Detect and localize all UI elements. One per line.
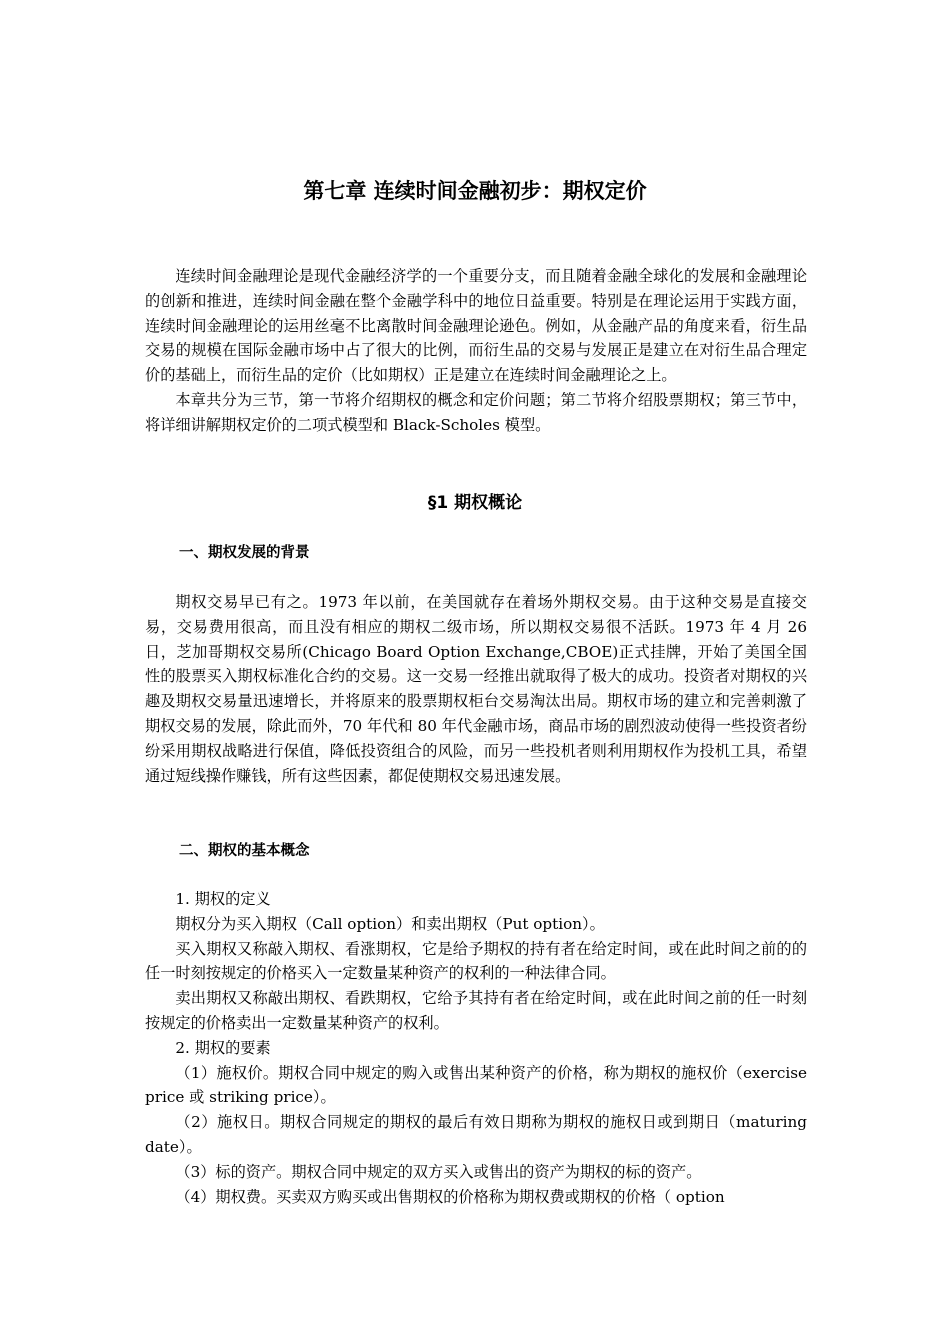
background-section: [145, 590, 807, 788]
section-title: §1 期权概论: [427, 493, 523, 513]
element-maturity-date: （2）施权日。期权合同规定的期权的最后有效日期称为期权的施权日或到期日（maturing date）。: [145, 1113, 807, 1156]
put-option-definition: 卖出期权又称敲出期权、看跌期权，它给予其持有者在给定时间，或在此时间之前的任一时刻按规定的价格卖出一定数量某种资产的权利。: [145, 989, 807, 1032]
intro-paragraph-2: 本章共分为三节，第一节将介绍期权的概念和定价问题；第二节将介绍股票期权；第三节中，将详细讲解期权定价的二项式模型和 Black-Scholes 模型。: [145, 390, 807, 434]
option-types-text: 期权分为买入期权（Call option）和卖出期权（Put option）。: [175, 914, 605, 933]
heading-basic-concepts: 二、期权的基本概念: [179, 843, 310, 859]
intro-section: [145, 264, 807, 438]
concepts-section: [145, 887, 807, 1209]
chapter-title: 第七章 连续时间金融初步：期权定价: [303, 179, 647, 203]
element-underlying-asset: （3）标的资产。期权合同中规定的双方买入或售出的资产为期权的标的资产。: [175, 1162, 702, 1181]
intro-paragraph-1: 连续时间金融理论是现代金融经济学的一个重要分支，而且随着金融全球化的发展和金融理论的创新和推进，连续时间金融在整个金融学科中的地位日益重要。特别是在理论运用于实践方面，连续时间金融理论的运用丝毫不比离散时间金融理论逊色。例如，从金融产品的角度来看，衍生品交易的规模在国际金融市场中占了很大的比例，而衍生品的交易与发展正是建立在对衍生品合理定价的基础上，而衍生品的定价（比如期权）正是建立在连续时间金融理论之上。: [145, 267, 807, 385]
element-option-premium: （4）期权费。买卖双方购买或出售期权的价格称为期权费或期权的价格（ option: [175, 1187, 725, 1206]
elements-item-heading: 2. 期权的要素: [175, 1038, 271, 1057]
background-paragraph: 期权交易早已有之。1973 年以前，在美国就存在着场外期权交易。由于这种交易是直接交易，交易费用很高，而且没有相应的期权二级市场，所以期权交易很不活跃。1973 年 4 月 26 日，芝加哥期权交易所(Chicago Board Option Exchange,CBOE)正式挂牌，开始了美国全国性的股票买入期权标准化合约的交易。这一交易一经推出就取得了极大的成功。投资者对期权的兴趣及期权交易量迅速增长，并将原来的股票期权柜台交易淘汰出局。期权市场的建立和完善刺激了期权交易的发展，除此而外，70 年代和 80 年代金融市场，商品市场的剧烈波动使得一些投资者纷纷采用期权战略进行保值，降低投资组合的风险，而另一些投机者则利用期权作为投机工具，希望通过短线操作赚钱，所有这些因素，都促使期权交易迅速发展。: [145, 593, 807, 785]
definition-item-heading: 1. 期权的定义: [175, 890, 271, 908]
element-exercise-price: （1）施权价。期权合同中规定的购入或售出某种资产的价格，称为期权的施权价（exercise price 或 striking price）。: [145, 1063, 807, 1107]
heading-background: 一、期权发展的背景: [179, 545, 310, 561]
call-option-definition: 买入期权又称敲入期权、看涨期权，它是给予期权的持有者在给定时间，或在此时间之前的的任一时刻按规定的价格买入一定数量某种资产的权利的一种法律合同。: [145, 939, 807, 983]
